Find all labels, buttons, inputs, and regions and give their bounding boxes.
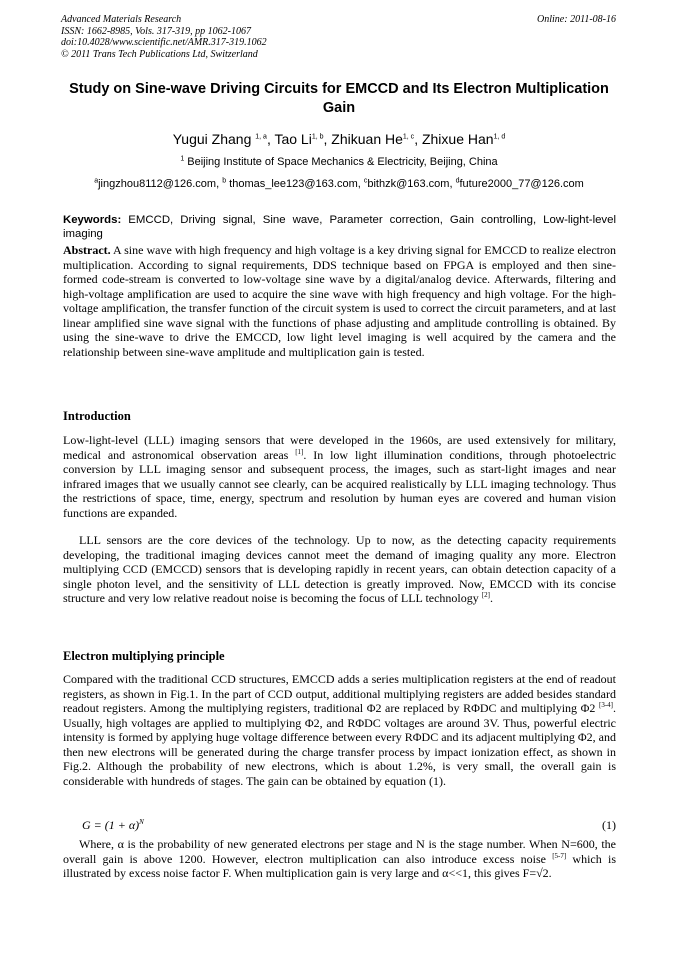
equation-body: G = (1 + α) — [82, 818, 140, 832]
intro-p1-text-b: . In low light illumination conditions, through photoelectric conversion by LLL imaging sensor and subsequent process, the images, such as start-light images and near infrared images that we usually cannot see clearly, can be acquired realistically by LLL imaging technology. Thus the restrictions of space, time, energy, spectrum and resolution by human eyes are covered and human vision functions are expanded. — [63, 447, 616, 520]
emp-p1-text-a: Compared with the traditional CCD structures, EMCCD adds a series multiplication registers at the end of readout registers, as shown in Fig.1. In the part of CCD output, additional multiplying registers are added besides standard readout registers. Among the multiplying registers, traditional Φ2 are replaced by RΦDC and multiplying Φ2 — [63, 672, 616, 715]
intro-paragraph-1 — [63, 433, 616, 520]
gain-equation — [82, 818, 144, 833]
author-3: , Zhikuan He — [323, 131, 403, 147]
author-4: , Zhixue Han — [414, 131, 494, 147]
abstract — [63, 243, 616, 359]
emp-paragraph-1 — [63, 672, 616, 788]
affiliation-text: Beijing Institute of Space Mechanics & Electricity, Beijing, China — [184, 156, 498, 168]
email-c: bithzk@163.com, — [367, 178, 456, 190]
journal-header — [61, 14, 267, 60]
abstract-text: A sine wave with high frequency and high voltage is a key driving signal for EMCCD to realize electron multiplication. According to signal requirements, DDS technique based on FPGA is employed and then sine-formed code-stream is converted to low-voltage sine wave by a digital/analog device. Afterwards, filtering and high-voltage amplification are used to acquire the sine wave with high frequency and high voltage. For the high-voltage amplification, the transfer function of the circuit system is used to correct the circuit parameters, and at last linear amplified sine wave signal with the functions of phase adjusting and amplitude controlling is obtained. By using the sine-wave to drive the EMCCD, low light level imaging is well acquired by the camera and the relationship between sine-wave amplitude and multiplication gain is tested. — [63, 243, 616, 359]
emp-p2-ref: [5-7] — [552, 851, 567, 860]
equation-number: (1) — [602, 818, 616, 832]
author-3-affil: 1, c — [402, 133, 415, 141]
intro-p2-text-a: LLL sensors are the core devices of the technology. Up to now, as the detecting capacity requirements developing, the traditional imaging devices cannot meet the demand of imaging quality any more. Electron multiplying CCD (EMCCD) sensors that is developing rapidly in recent years, can obtain detection capacity of a single photon level, and the sensitivity of LLL detection is greatly improved. Now, EMCCD with its concise structure and very low relative readout noise is becoming the focus of LLL technology — [63, 533, 616, 605]
copyright-line: © 2011 Trans Tech Publications Ltd, Switzerland — [61, 48, 258, 60]
journal-name: Advanced Materials Research — [61, 14, 182, 25]
author-1: Yugui Zhang — [172, 131, 256, 147]
author-4-affil: 1, d — [493, 133, 506, 141]
equation-exponent: N — [139, 818, 144, 826]
email-c-marker: c — [363, 177, 368, 185]
email-a: jingzhou8112@126.com, — [98, 178, 223, 190]
intro-p2-ref: [2] — [481, 591, 490, 599]
paper-title: Study on Sine-wave Driving Circuits for EMCCD and Its Electron Multiplication Gain — [69, 81, 609, 116]
emp-p1-text-b: . Usually, high voltages are applied to multiplying Φ2, and RΦDC voltages are around 3V. Thus, powerful electric intensity is formed by applying huge voltage difference between every RΦDC and its adjacent multiplying Φ2, and then new electrons will be generated during the charge transfer process by impact ionization effect, as shown in Fig.2. Although the probability of new electrons, which is about 1.2%, is very small, the overall gain is considerable with hundreds of stages. The gain can be obtained by equation (1). — [63, 701, 616, 788]
email-d-marker: d — [455, 177, 460, 185]
online-date: Online: 2011-08-16 — [537, 14, 616, 25]
keywords — [63, 213, 616, 241]
intro-paragraph-2 — [63, 533, 616, 606]
keywords-label: Keywords: — [63, 214, 122, 226]
email-b-marker: b — [222, 177, 227, 185]
emp-heading: Electron multiplying principle — [63, 649, 225, 663]
intro-p1-text-a: Low-light-level (LLL) imaging sensors that were developed in the 1960s, are used extensively for military, medical and astronomical observation areas — [63, 433, 616, 462]
intro-p2-text-b: . — [489, 591, 493, 605]
emp-p2-text-a: Where, α is the probability of new generated electrons per stage and N is the stage number. When N=600, the overall gain is above 1200. However, electron multiplication can also introduce excess noise — [63, 837, 616, 866]
email-b: thomas_lee123@163.com, — [226, 178, 364, 190]
email-a-marker: a — [94, 177, 99, 185]
emp-p1-ref: [3-4] — [599, 701, 613, 709]
affiliation-marker: 1 — [180, 155, 185, 163]
intro-p1-ref: [1] — [295, 447, 304, 456]
author-2-affil: 1, b — [311, 133, 324, 141]
emp-p2-text-b: which is illustrated by excess noise factor F. When multiplication gain is very large and α<<1, this gives F=√2. — [63, 851, 616, 880]
emp-paragraph-2 — [63, 837, 616, 881]
introduction-heading: Introduction — [63, 409, 131, 423]
author-2: , Tao Li — [266, 131, 312, 147]
email-list — [61, 178, 617, 190]
issn-line: ISSN: 1662-8985, Vols. 317-319, pp 1062-1067 — [61, 25, 251, 37]
keywords-text: EMCCD, Driving signal, Sine wave, Parameter correction, Gain controlling, Low-light-level imaging — [63, 214, 616, 240]
abstract-label: Abstract. — [63, 243, 111, 257]
author-1-affil: 1, a — [255, 133, 267, 141]
author-list — [61, 131, 617, 147]
email-d: future2000_77@126.com — [459, 178, 584, 190]
doi-line: doi:10.4028/www.scientific.net/AMR.317-319.1062 — [61, 37, 267, 48]
affiliation — [61, 156, 617, 168]
